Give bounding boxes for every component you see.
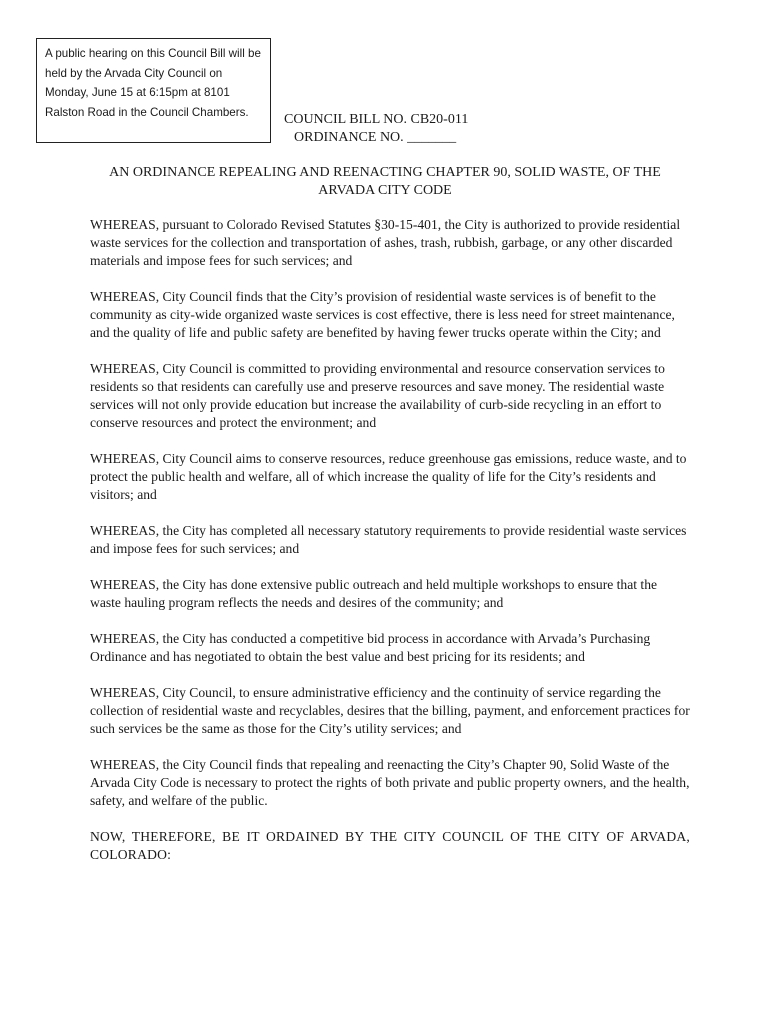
public-hearing-notice-text: A public hearing on this Council Bill will be held by the Arvada City Council on Monday, June 15 at 6:15pm at 8101 Ralston Road in the Council Chambers. <box>45 47 261 119</box>
document-body <box>90 216 690 882</box>
whereas-paragraph: WHEREAS, the City has completed all necessary statutory requirements to provide residential waste services and impose fees for such services; and <box>90 523 687 556</box>
council-bill-number: COUNCIL BILL NO. CB20-011 <box>284 112 469 127</box>
ordinance-number: ORDINANCE NO. _______ <box>294 130 457 145</box>
whereas-paragraph: WHEREAS, the City has done extensive public outreach and held multiple workshops to ensure that the waste hauling program reflects the needs and desires of the community; and <box>90 577 658 610</box>
bill-header <box>284 111 468 147</box>
whereas-paragraph: WHEREAS, the City Council finds that repealing and reenacting the City’s Chapter 90, Solid Waste of the Arvada City Code is necessary to protect the rights of both private and public property owners, and the health, safety, and welfare of the public. <box>90 757 690 808</box>
public-hearing-notice-box <box>36 38 271 143</box>
whereas-paragraph: WHEREAS, City Council finds that the City’s provision of residential waste services is of benefit to the community as city-wide organized waste services is cost effective, there is less need for street maintenance, and the quality of life and public safety are benefited by having fewer trucks operate within the City; and <box>90 289 675 340</box>
whereas-paragraph: WHEREAS, City Council aims to conserve resources, reduce greenhouse gas emissions, reduce waste, and to protect the public health and welfare, all of which increase the quality of life for the City’s residents and visitors; and <box>90 451 687 502</box>
whereas-paragraph: WHEREAS, City Council is committed to providing environmental and resource conservation services to residents so that residents can carefully use and preserve resources and save money. The residential waste services will not only provide education but increase the availability of curb-side recycling in an effort to conserve resources and protect the environment; and <box>90 361 665 430</box>
whereas-paragraph: WHEREAS, City Council, to ensure administrative efficiency and the continuity of service regarding the collection of residential waste and recyclables, desires that the billing, payment, and enforcement practices for such services be the same as those for the City’s utility services; and <box>90 685 690 736</box>
enacting-clause: NOW, THEREFORE, BE IT ORDAINED BY THE CITY COUNCIL OF THE CITY OF ARVADA, COLORADO: <box>90 829 690 862</box>
whereas-paragraph: WHEREAS, pursuant to Colorado Revised Statutes §30-15-401, the City is authorized to provide residential waste services for the collection and transportation of ashes, trash, rubbish, garbage, or any other discarded materials and impose fees for such services; and <box>90 217 681 268</box>
whereas-paragraph: WHEREAS, the City has conducted a competitive bid process in accordance with Arvada’s Purchasing Ordinance and has negotiated to obtain the best value and best pricing for its residents; and <box>90 631 651 664</box>
ordinance-title: AN ORDINANCE REPEALING AND REENACTING CHAPTER 90, SOLID WASTE, OF THE ARVADA CITY CODE <box>109 165 661 198</box>
